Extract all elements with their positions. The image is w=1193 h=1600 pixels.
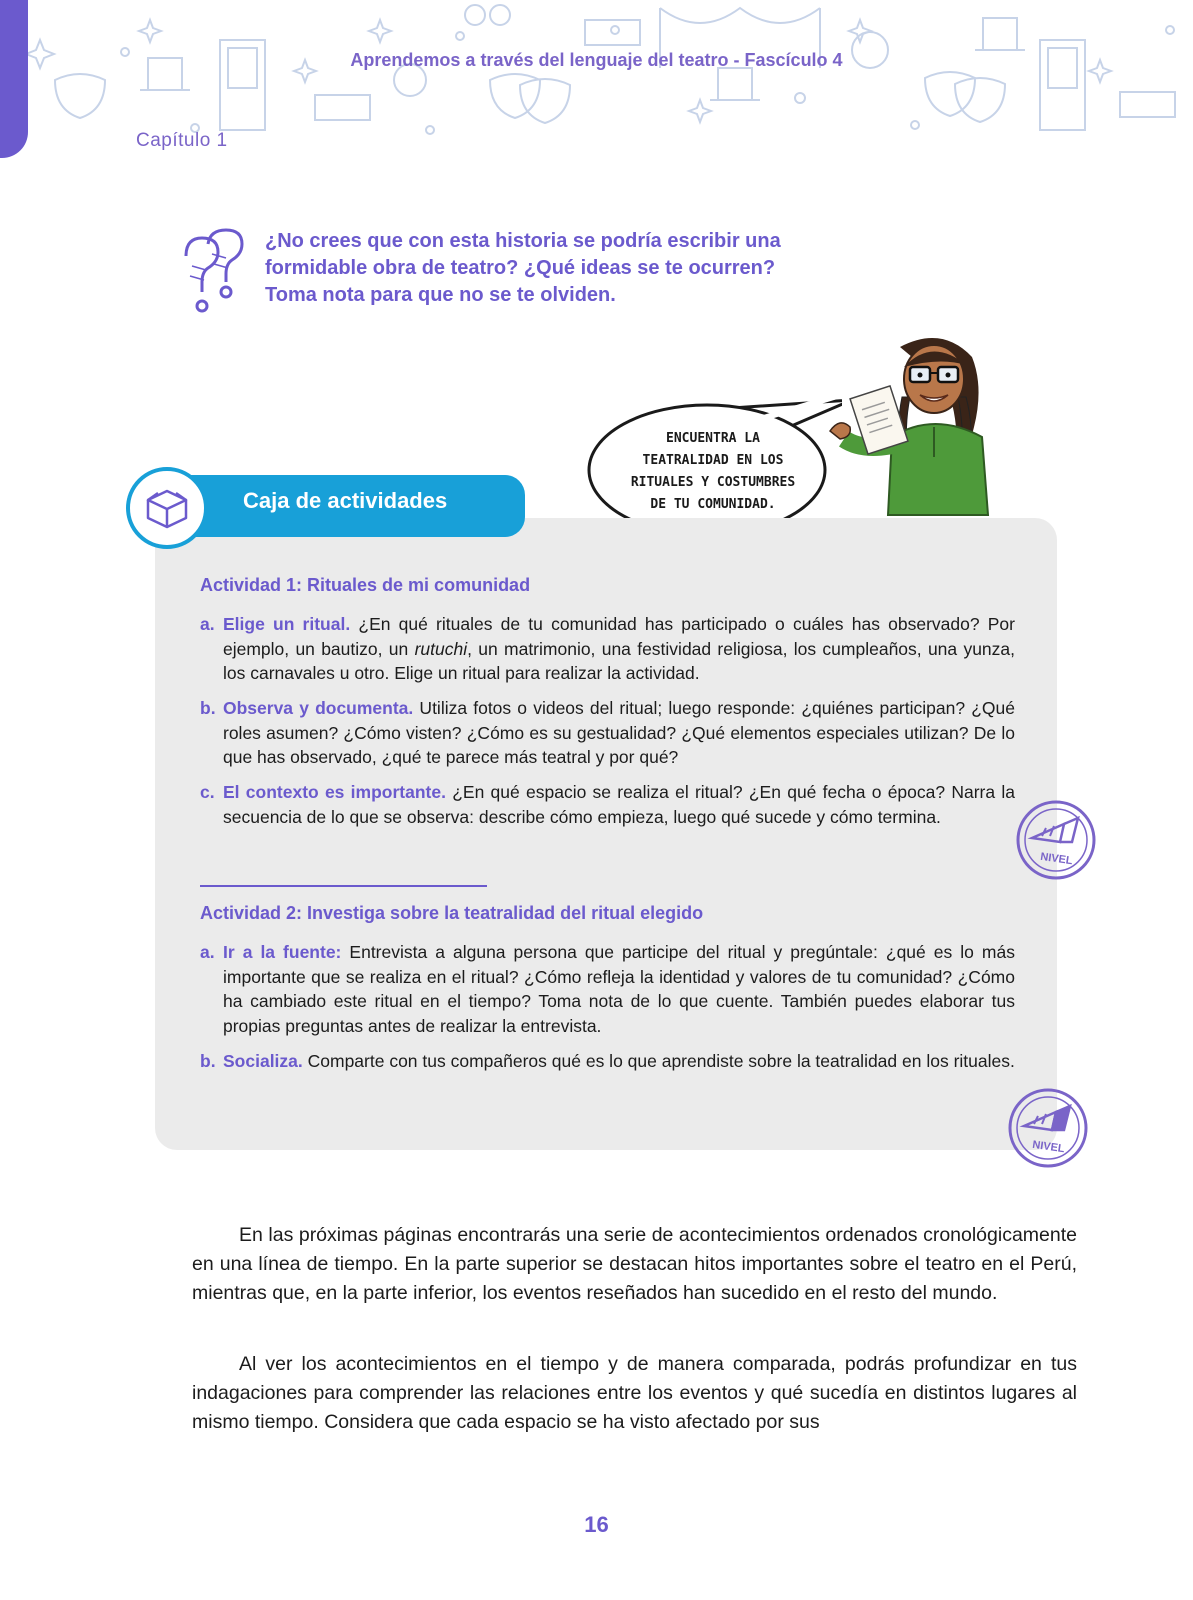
item-body — [223, 696, 1015, 770]
level-stamp-2 — [1004, 1084, 1092, 1172]
item-marker: b. — [200, 698, 216, 718]
question-line: ¿No crees que con esta historia se podría escribir una — [265, 230, 781, 252]
activity-1-item-a — [200, 612, 1015, 686]
item-lead: Observa y documenta. — [223, 698, 414, 718]
activity-header-title: Caja de actividades — [243, 488, 448, 513]
activity-1-title: Actividad 1: Rituales de mi comunidad — [200, 575, 531, 595]
item-text: Utiliza fotos o videos del ritual; luego responde: ¿quiénes participan? ¿Qué roles asumen? ¿Cómo visten? ¿Cómo es su gestualidad? ¿Qué elementos especiales utilizan? De lo que has observado, ¿qué te parece más teatral y por qué? — [223, 698, 1015, 767]
item-marker: c. — [200, 782, 215, 802]
header-title: Aprendemos a través del lenguaje del teatro - Fascículo 4 — [350, 50, 843, 70]
activity-divider — [200, 885, 487, 887]
item-text: ¿En qué espacio se realiza el ritual? ¿En qué fecha o época? Narra la secuencia de lo que se observa: describe cómo empieza, luego qué sucede y cómo termina. — [223, 782, 1015, 827]
body-paragraph: En las próximas páginas encontrarás una serie de acontecimientos ordenados cronológicamente en una línea de tiempo. En la parte superior se destacan hitos importantes sobre el teatro en el Perú, mientras que, en la parte inferior, los eventos reseñados han sucedido en el resto del mundo. — [192, 1224, 1077, 1304]
item-body — [223, 780, 1015, 829]
side-tab — [0, 0, 28, 158]
body-paragraph: Al ver los acontecimientos en el tiempo y de manera comparada, podrás profundizar en tus indagaciones para comprender las relaciones entre los eventos y qué sucedía en distintos lugares al mismo tiempo. Considera que cada espacio se ha visto afectado por sus — [192, 1353, 1077, 1433]
item-italic: rutuchi — [414, 638, 468, 659]
question-prompt — [265, 228, 885, 309]
chapter-label: Capítulo 1 — [136, 130, 228, 151]
item-lead: Socializa. — [223, 1051, 303, 1071]
item-marker: b. — [200, 1051, 216, 1071]
item-body — [223, 612, 1015, 686]
bubble-line: DE TU COMUNIDAD. — [650, 497, 776, 512]
item-body — [223, 1049, 1015, 1074]
item-body — [223, 940, 1015, 1038]
item-text: ¿En qué rituales de tu comunidad has participado o cuáles has observado? Por ejemplo, un bautizo, un — [223, 614, 1015, 659]
bubble-line: RITUALES Y COSTUMBRES — [630, 475, 796, 490]
item-text: , un matrimonio, una festividad religiosa, los cumpleaños, una yunza, los carnavales u otro. Elige un ritual para realizar la actividad. — [223, 638, 1016, 683]
item-marker: a. — [200, 942, 215, 962]
question-line: formidable obra de teatro? ¿Qué ideas se te ocurren? — [265, 257, 776, 279]
activity-2-title: Actividad 2: Investiga sobre la teatralidad del ritual elegido — [200, 903, 704, 923]
item-lead: El contexto es importante. — [223, 782, 446, 802]
activity-2-item-b — [200, 1049, 1015, 1074]
level-stamp-label: NIVEL — [1031, 1138, 1066, 1156]
item-text: Entrevista a alguna persona que participe del ritual y pregúntale: ¿qué es lo más importante que se realiza en el ritual? ¿Cómo refleja la identidad y valores de tu comunidad? ¿Cómo ha cambiado este ritual en el tiempo? Toma nota de lo que cuente. También puedes elaborar tus propias preguntas antes de realizar la entrevista. — [223, 942, 1015, 1036]
activity-header-badge — [126, 467, 208, 549]
item-marker: a. — [200, 614, 215, 634]
girl-character-icon — [822, 327, 997, 517]
bubble-line: TEATRALIDAD EN LOS — [642, 453, 784, 468]
item-lead: Elige un ritual. — [223, 614, 351, 634]
level-stamp-label: NIVEL — [1039, 850, 1074, 868]
activity-2-item-a — [200, 940, 1015, 1038]
speech-bubble-text — [598, 428, 828, 516]
item-text: Comparte con tus compañeros qué es lo que aprendiste sobre la teatralidad en los rituales. — [302, 1051, 1015, 1071]
activity-1-item-c — [200, 780, 1015, 829]
question-line: Toma nota para que no se te olviden. — [265, 284, 616, 306]
page-number: 16 — [584, 1512, 609, 1537]
box-icon — [142, 483, 192, 533]
level-stamp-1 — [1012, 796, 1100, 884]
activity-1-item-b — [200, 696, 1015, 770]
page-header — [0, 0, 1193, 160]
item-lead: Ir a la fuente: — [223, 942, 342, 962]
question-marks-icon — [178, 226, 248, 316]
bubble-line: ENCUENTRA LA — [666, 431, 760, 446]
